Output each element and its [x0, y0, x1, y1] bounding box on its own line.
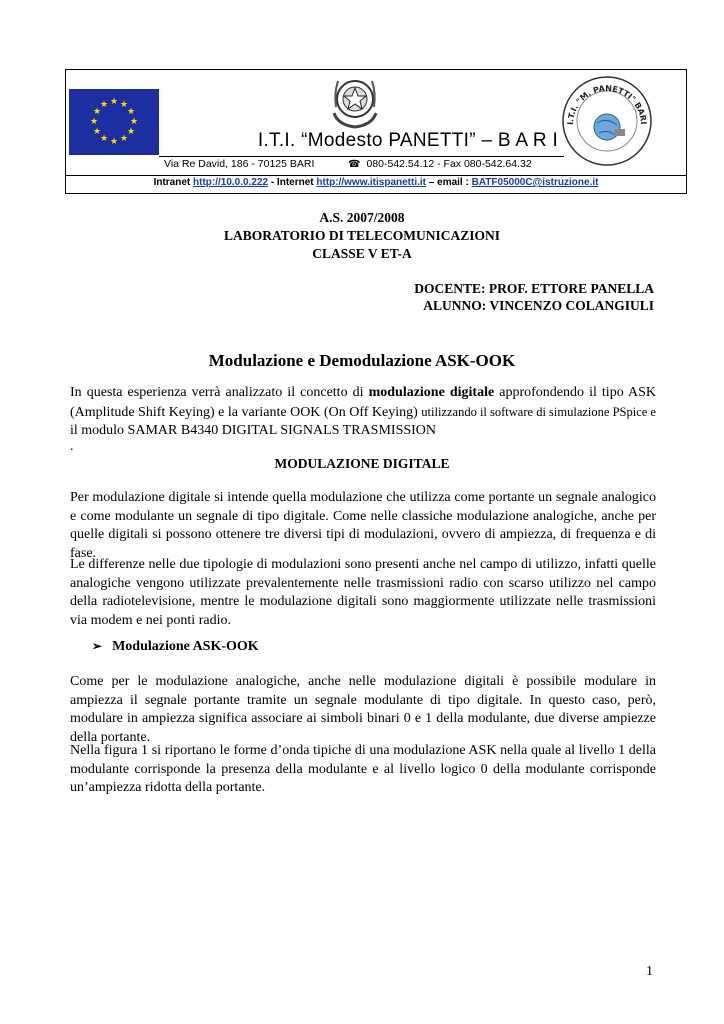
svg-text:★: ★ — [126, 107, 136, 117]
arrow-bullet-icon: ➢ — [92, 639, 103, 653]
school-name: I.T.I. “Modesto PANETTI” – B A R I — [257, 130, 559, 151]
svg-text:★: ★ — [109, 137, 119, 147]
letterhead — [65, 69, 687, 194]
intro-text-2: approfondendo il tipo ASK (Amplitude Shift Keying) e la variante OOK (On Off Keying) — [70, 385, 656, 420]
student-name: ALUNNO: VINCENZO COLANGIULI — [423, 298, 654, 313]
svg-text:★: ★ — [92, 107, 102, 117]
phone-fax — [348, 158, 532, 170]
dot-line: . — [70, 439, 74, 454]
email-label: – email : — [426, 177, 469, 188]
bullet-heading — [92, 639, 259, 655]
phone-icon: ☎ — [348, 159, 361, 170]
bullet-heading-text: Modulazione ASK-OOK — [112, 639, 259, 654]
section-paragraph-2: Le differenze nelle due tipologie di modulazioni sono presenti anche nel campo di utilizzo, infatti quelle analogiche vengono utilizzate prevalentemente nelle trasmissioni radio con scarso utilizzo nel campo della radiotelevisione, mentre le modulazione digitali sono maggiormente utilizzate nelle trasmissioni via modem e nei ponti radio. — [70, 557, 656, 628]
svg-text:★: ★ — [126, 127, 136, 137]
intro-bold: modulazione digitale — [368, 385, 495, 400]
letterhead-divider — [66, 175, 686, 176]
intro-paragraph — [70, 384, 656, 441]
intro-small: utilizzando il software di simulazione PSpice e — [421, 404, 656, 419]
contact-line — [66, 177, 686, 188]
svg-text:★: ★ — [99, 100, 109, 110]
intro-text-1: In questa esperienza verrà analizzato il concetto di — [70, 385, 369, 400]
svg-text:★: ★ — [89, 117, 99, 127]
italian-republic-emblem-icon — [328, 73, 382, 131]
page-number: 1 — [646, 964, 653, 979]
intro-text-3: il modulo SAMAR B4340 DIGITAL SIGNALS TRASMISSION — [70, 423, 437, 438]
school-logo — [559, 73, 655, 169]
intranet-label: Intranet — [153, 177, 191, 188]
bullet-paragraph-2: Nella figura 1 si riportano le forme d’onda tipiche di una modulazione ASK nella quale al livello 1 della modulante corrisponde la presenza della modulante e al livello logico 0 della modulante corrisponde un’ampiezza ridotta della portante. — [70, 743, 656, 795]
eu-flag-icon — [69, 89, 159, 155]
svg-text:★: ★ — [99, 134, 109, 144]
svg-text:★: ★ — [109, 97, 119, 107]
address: Via Re David, 186 - 70125 BARI — [164, 158, 315, 170]
section-heading: MODULAZIONE DIGITALE — [274, 456, 450, 471]
section-paragraph-1: Per modulazione digitale si intende quella modulazione che utilizza come portante un segnale analogico e come modulante un segnale di tipo digitale. Come nelle classiche modulazione analogiche, anche per quelle digitali si possono ottenere tre diversi tipi di modulazioni, ovvero di ampiezza, di frequenza e di fase. — [70, 490, 656, 561]
lab-name: LABORATORIO DI TELECOMUNICAZIONI — [223, 228, 501, 243]
phone-fax-text: 080-542.54.12 - Fax 080-542.64.32 — [366, 158, 532, 170]
email-link[interactable]: BATF05000C@istruzione.it — [471, 177, 599, 188]
internet-label: - Internet — [268, 177, 314, 188]
class-name: CLASSE V ET-A — [312, 246, 412, 261]
bullet-paragraph-1: Come per le modulazione analogiche, anche nelle modulazione digitali è possibile modulare in ampiezza il segnale portante tramite un segnale modulante di tipo digitale. In questo caso, però, modulare in ampiezza significa associare ai simboli binari 0 e 1 della modulante, due diverse ampiezze della portante. — [70, 674, 656, 745]
teacher-name: DOCENTE: PROF. ETTORE PANELLA — [414, 281, 654, 296]
document-title: Modulazione e Demodulazione ASK-OOK — [208, 351, 516, 370]
svg-text:★: ★ — [119, 134, 129, 144]
school-logo-text: I.T.I. "M. PANETTI" BARI — [565, 83, 649, 126]
svg-text:★: ★ — [129, 117, 139, 127]
school-year: A.S. 2007/2008 — [319, 210, 405, 225]
intranet-link[interactable]: http://10.0.0.222 — [193, 177, 269, 188]
title-divider — [159, 156, 564, 157]
svg-text:★: ★ — [119, 100, 129, 110]
svg-text:★: ★ — [92, 127, 102, 137]
internet-link[interactable]: http://www.itispanetti.it — [316, 177, 427, 188]
